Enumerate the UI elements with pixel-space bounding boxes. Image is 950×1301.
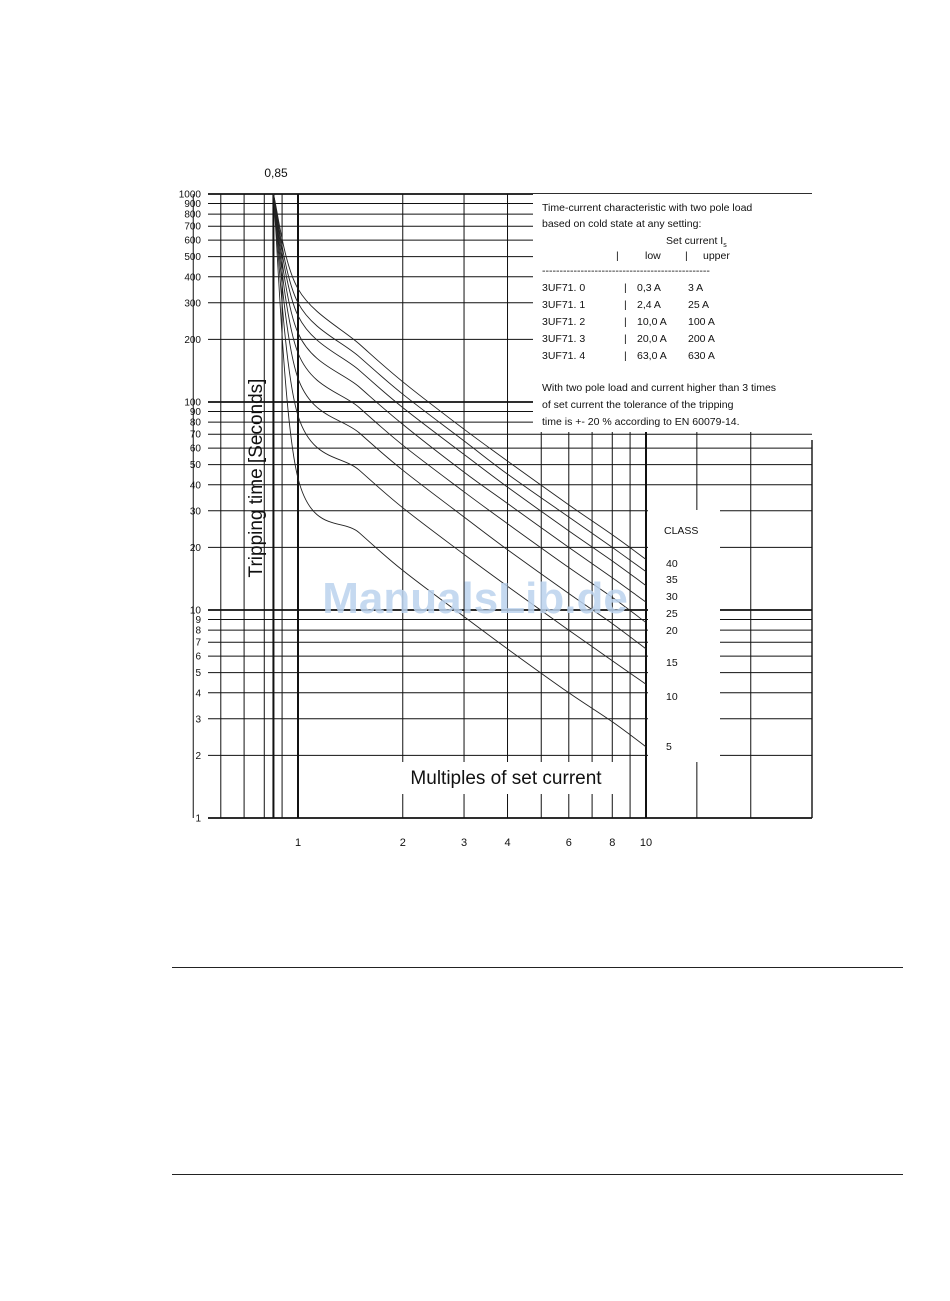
table-row-2-sep: | <box>624 316 627 328</box>
table-row-0-model: 3UF71. 0 <box>542 282 586 294</box>
table-row-1-model: 3UF71. 1 <box>542 299 586 311</box>
y-tick-label-21: 400 <box>184 272 201 284</box>
class-label-30: 30 <box>666 591 678 603</box>
table-row-4-low: 63,0 A <box>637 350 667 362</box>
x-tick-label-5: 8 <box>609 837 616 849</box>
table-row-3-low: 20,0 A <box>637 333 667 345</box>
table-row-1-upper: 25 A <box>688 299 710 311</box>
watermark: ManualsLib.de <box>322 574 628 623</box>
x-tick-label-3: 4 <box>504 837 511 849</box>
x-axis-title: Multiples of set current <box>410 768 602 789</box>
table-row-3-model: 3UF71. 3 <box>542 333 586 345</box>
y-tick-label-23: 600 <box>184 235 201 247</box>
bottom-rule <box>172 1174 903 1175</box>
class-label-15: 15 <box>666 657 678 669</box>
y-tick-label-8: 9 <box>195 615 201 627</box>
y-tick-label-0: 1 <box>195 813 201 825</box>
y-tick-label-25: 800 <box>184 209 201 221</box>
class-label-5: 5 <box>666 741 672 753</box>
class-heading: CLASS <box>664 525 699 537</box>
x-tick-label-1: 2 <box>399 837 406 849</box>
tolerance-line-2: of set current the tolerance of the tripping <box>542 399 734 411</box>
set-current-label: Set current $I_s$ <box>666 235 727 249</box>
table-row-4-model: 3UF71. 4 <box>542 350 586 362</box>
y-tick-label-1: 2 <box>195 750 201 762</box>
note-line-2: based on cold state at any setting: <box>542 218 702 230</box>
y-tick-label-24: 700 <box>184 221 201 233</box>
table-row-0-sep: | <box>624 282 627 294</box>
y-tick-label-2: 3 <box>195 714 201 726</box>
y-tick-label-11: 30 <box>189 506 201 518</box>
y-tick-label-9: 10 <box>189 605 201 617</box>
table-row-0-low: 0,3 A <box>637 282 661 294</box>
y-tick-label-5: 6 <box>195 651 201 663</box>
table-row-1-sep: | <box>624 299 627 311</box>
y-tick-label-6: 7 <box>195 637 201 649</box>
tolerance-line-3: time is +- 20 % according to EN 60079-14. <box>542 416 740 428</box>
tolerance-line-1: With two pole load and current higher than 3 times <box>542 382 777 394</box>
upper-header: upper <box>703 250 730 262</box>
y-tick-label-13: 50 <box>189 460 201 472</box>
x-tick-label-2: 3 <box>460 837 468 849</box>
table-row-2-model: 3UF71. 2 <box>542 316 586 328</box>
header-sep-2: | <box>685 250 688 262</box>
y-tick-label-16: 80 <box>189 417 201 429</box>
y-tick-label-26: 900 <box>184 199 201 211</box>
y-tick-label-27: 1000 <box>178 189 201 201</box>
y-tick-label-18: 100 <box>184 397 201 409</box>
y-tick-label-17: 90 <box>189 407 201 419</box>
y-tick-label-20: 300 <box>184 298 201 310</box>
y-tick-label-12: 40 <box>189 480 201 492</box>
header-sep-1: | <box>616 250 619 262</box>
middle-rule <box>172 967 903 968</box>
table-row-3-sep: | <box>624 333 627 345</box>
y-tick-label-22: 500 <box>184 252 201 264</box>
x-tick-label-6: 10 <box>639 837 653 849</box>
table-row-3-upper: 200 A <box>688 333 715 345</box>
y-tick-label-14: 60 <box>189 443 201 455</box>
class-label-25: 25 <box>666 608 678 620</box>
table-row-4-sep: | <box>624 350 627 362</box>
y-tick-label-19: 200 <box>184 334 201 346</box>
y-axis-title: Tripping time [Seconds] <box>246 378 267 578</box>
y-tick-label-7: 8 <box>195 625 201 637</box>
table-row-1-low: 2,4 A <box>637 299 661 311</box>
y-tick-label-10: 20 <box>189 542 201 554</box>
x-tick-label-0: 1 <box>294 837 302 849</box>
header-dashes: ------------------------------------------------ <box>542 265 710 277</box>
low-header: low <box>645 250 661 262</box>
x-tick-label-4: 6 <box>565 837 572 849</box>
table-row-4-upper: 630 A <box>688 350 715 362</box>
class-label-40: 40 <box>666 558 678 570</box>
note-line-1: Time-current characteristic with two pole load <box>542 202 753 214</box>
class-label-10: 10 <box>666 691 678 703</box>
table-row-0-upper: 3 A <box>688 282 704 294</box>
class-label-20: 20 <box>666 625 678 637</box>
table-row-2-upper: 100 A <box>688 316 715 328</box>
y-tick-label-3: 4 <box>195 688 201 700</box>
y-tick-label-4: 5 <box>195 668 201 680</box>
class-panel <box>648 510 720 762</box>
x-marker-label: 0,85 <box>264 166 288 180</box>
y-tick-label-15: 70 <box>189 429 201 441</box>
class-label-35: 35 <box>666 574 678 586</box>
table-row-2-low: 10,0 A <box>637 316 667 328</box>
